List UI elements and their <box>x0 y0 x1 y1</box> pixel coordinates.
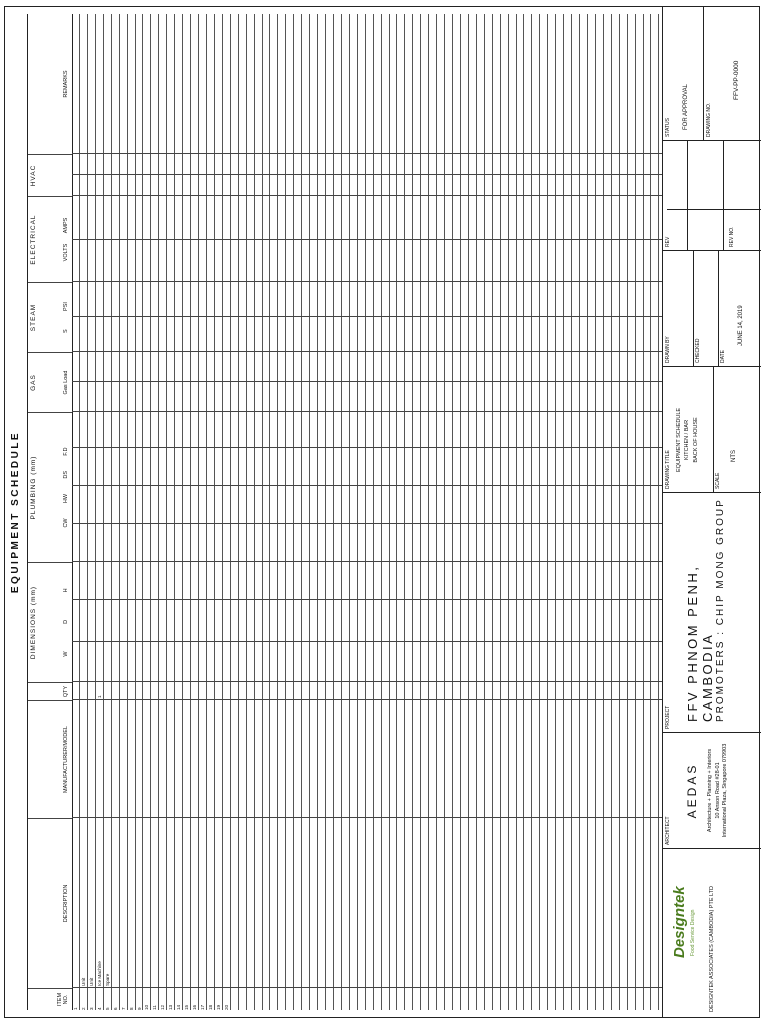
architect-line: International Plaza, Singapore 079903 <box>722 743 729 838</box>
cell-desc: Spare <box>104 973 110 986</box>
table-row <box>255 14 263 1010</box>
cell-no: 9 <box>136 1007 142 1010</box>
col-electrical: ELECTRICAL VOLTS AMPS <box>28 196 72 282</box>
scale-value: NTS <box>731 450 737 462</box>
cell-no: 17 <box>200 1004 205 1010</box>
revision-label: REV <box>665 236 671 247</box>
col-qty: QTY <box>28 682 72 700</box>
table-row <box>318 14 326 1010</box>
date-cell <box>663 250 761 366</box>
schedule-title: EQUIPMENT SCHEDULE <box>10 430 21 594</box>
table-row <box>366 14 374 1010</box>
table-row <box>429 14 437 1010</box>
grid-line <box>72 239 662 240</box>
table-row <box>453 14 461 1010</box>
table-row <box>294 14 302 1010</box>
consultant-logo-sub: Food Service Design <box>690 909 696 956</box>
architect-line: 10 Anson Road #28-01 <box>714 762 721 819</box>
consultant-name: DESIGNTEK ASSOCIATES (CAMBODIA) PTE LTD <box>709 885 715 1012</box>
table-row <box>580 14 588 1010</box>
table-row <box>191 14 199 1010</box>
title-block <box>662 6 761 1018</box>
table-row <box>270 14 278 1010</box>
grid-line <box>72 381 662 382</box>
table-row <box>120 14 128 1010</box>
table-row <box>612 14 620 1010</box>
col-hvac: HVAC <box>28 154 72 196</box>
drawing-title-label: DRAWING TITLE <box>665 450 671 489</box>
status-label: STATUS <box>665 118 671 137</box>
table-row <box>477 14 485 1010</box>
scale-label: SCALE <box>715 472 721 489</box>
table-row <box>596 14 604 1010</box>
project-name: FFV PHNOM PENH, CAMBODIA <box>685 564 715 722</box>
cell-no: 11 <box>152 1005 158 1010</box>
table-row <box>112 14 120 1010</box>
table-row <box>143 14 151 1010</box>
cell-no: 3 <box>88 1007 94 1010</box>
table-row <box>72 14 80 1010</box>
cell-no: 7 <box>120 1007 126 1010</box>
drawing-number-cell <box>663 6 761 140</box>
drawing-title-cell <box>663 366 761 492</box>
cell-no: 10 <box>144 1004 150 1010</box>
cell-desc: Ice Machine <box>96 961 102 986</box>
table-row <box>636 14 644 1010</box>
schedule-header <box>27 14 73 1010</box>
status-value: FOR APPROVAL <box>683 84 689 130</box>
cell-no: 12 <box>160 1004 166 1010</box>
table-row <box>517 14 525 1010</box>
table-row <box>342 14 350 1010</box>
col-item: ITEM NO. <box>28 988 72 1010</box>
table-row <box>207 14 215 1010</box>
table-row <box>88 14 96 1010</box>
col-gas: GAS Gas Load <box>28 352 72 412</box>
grid-line <box>72 153 662 154</box>
table-row <box>564 14 572 1010</box>
table-row <box>445 14 453 1010</box>
table-row <box>644 14 652 1010</box>
grid-line <box>72 281 662 282</box>
drawing-title-line: KITCHEN / BAR <box>684 419 691 460</box>
grid-line <box>72 447 662 448</box>
table-row <box>548 14 556 1010</box>
table-row <box>350 14 358 1010</box>
architect-line: Architecture + Planning + Interiors <box>707 748 713 833</box>
grid-line <box>72 523 662 524</box>
architect-cell <box>663 732 761 848</box>
table-row <box>231 14 239 1010</box>
col-dimensions: DIMENSIONS (mm) W D H <box>28 562 72 682</box>
table-row <box>421 14 429 1010</box>
date-label: DATE <box>720 350 726 363</box>
table-row <box>413 14 421 1010</box>
cell-desc: Unit <box>80 977 86 986</box>
cell-no: 18 <box>207 1004 213 1010</box>
table-row <box>628 14 636 1010</box>
project-client: PROMOTERS : CHIP MONG GROUP <box>715 498 726 722</box>
table-row <box>461 14 469 1010</box>
grid-line <box>72 599 662 600</box>
grid-line <box>72 411 662 412</box>
grid-line <box>72 681 662 682</box>
col-manufacturer: MANUFACTURER/MODEL <box>28 700 72 818</box>
table-row <box>524 14 532 1010</box>
table-row <box>485 14 493 1010</box>
drawing-no-label: DRAWING NO. <box>706 102 712 137</box>
table-row <box>310 14 318 1010</box>
drawing-title-line: BACK OF HOUSE <box>692 417 699 463</box>
table-row <box>390 14 398 1010</box>
table-row <box>159 14 167 1010</box>
grid-line <box>72 195 662 196</box>
table-row <box>509 14 517 1010</box>
table-row <box>374 14 382 1010</box>
table-row <box>469 14 477 1010</box>
table-row <box>604 14 612 1010</box>
drawing-title-line: EQUIPMENT SCHEDULE <box>676 407 682 472</box>
grid-line <box>72 174 662 175</box>
table-row <box>223 14 231 1010</box>
table-row <box>183 14 191 1010</box>
table-row <box>572 14 580 1010</box>
grid-line <box>72 485 662 486</box>
table-row <box>215 14 223 1010</box>
cell-qty: 1 <box>96 695 102 698</box>
grid-line <box>72 561 662 562</box>
cell-no: 5 <box>104 1007 110 1010</box>
cell-no: 20 <box>223 1004 229 1010</box>
table-row <box>175 14 183 1010</box>
table-row <box>588 14 596 1010</box>
consultant-cell <box>663 848 761 1018</box>
table-row <box>405 14 413 1010</box>
col-plumbing: PLUMBING (mm) CW HW DS F.D <box>28 412 72 562</box>
table-row <box>532 14 540 1010</box>
cell-no: 1 <box>73 1007 78 1010</box>
table-row <box>397 14 405 1010</box>
table-row <box>80 14 88 1010</box>
architect-label: ARCHITECT <box>665 816 671 845</box>
drawn-label: DRAWN BY <box>665 336 671 363</box>
consultant-logo: Designtek <box>671 886 688 958</box>
equipment-schedule <box>10 14 662 1010</box>
table-row <box>620 14 628 1010</box>
table-row <box>199 14 207 1010</box>
table-row <box>334 14 342 1010</box>
table-row <box>239 14 247 1010</box>
architect-name: AEDAS <box>685 762 699 819</box>
table-row <box>540 14 548 1010</box>
cell-no: 19 <box>215 1004 221 1010</box>
table-row <box>556 14 564 1010</box>
grid-line <box>72 641 662 642</box>
table-row <box>326 14 334 1010</box>
grid-line <box>72 699 662 700</box>
date-value: JUNE 14, 2019 <box>738 305 744 346</box>
cell-no: 4 <box>96 1007 102 1010</box>
cell-no: 2 <box>80 1007 86 1010</box>
table-row <box>651 14 659 1010</box>
col-description: DESCRIPTION <box>28 818 72 988</box>
col-remarks: REMARKS <box>62 70 69 98</box>
table-row <box>151 14 159 1010</box>
table-row <box>493 14 501 1010</box>
table-row <box>263 14 271 1010</box>
table-row <box>247 14 255 1010</box>
table-row <box>382 14 390 1010</box>
cell-no: 15 <box>184 1004 190 1010</box>
cell-no: 6 <box>112 1007 118 1010</box>
schedule-rows <box>72 14 659 1010</box>
cell-no: 16 <box>192 1004 198 1010</box>
cell-no: 8 <box>128 1007 134 1010</box>
grid-line <box>72 316 662 317</box>
table-row <box>104 14 112 1010</box>
table-row <box>286 14 294 1010</box>
col-steam: STEAM S PSI <box>28 282 72 352</box>
table-row <box>358 14 366 1010</box>
table-row <box>437 14 445 1010</box>
cell-desc: Unit <box>88 977 94 986</box>
cell-no: 14 <box>176 1004 182 1010</box>
table-row <box>96 14 104 1010</box>
project-label: PROJECT <box>665 705 671 729</box>
project-cell <box>663 492 761 732</box>
table-row <box>501 14 509 1010</box>
drawing-no-value: FFV-PP-0000 <box>733 60 740 100</box>
table-row <box>302 14 310 1010</box>
grid-line <box>72 351 662 352</box>
table-row <box>167 14 175 1010</box>
table-row <box>278 14 286 1010</box>
grid-line <box>72 817 662 818</box>
cell-no: 13 <box>168 1004 174 1010</box>
revision-cell <box>663 140 761 250</box>
checked-label: CHECKED <box>695 338 701 363</box>
table-row <box>128 14 136 1010</box>
revision-number: REV NO. <box>729 226 735 247</box>
table-row <box>136 14 144 1010</box>
grid-line <box>72 987 662 988</box>
